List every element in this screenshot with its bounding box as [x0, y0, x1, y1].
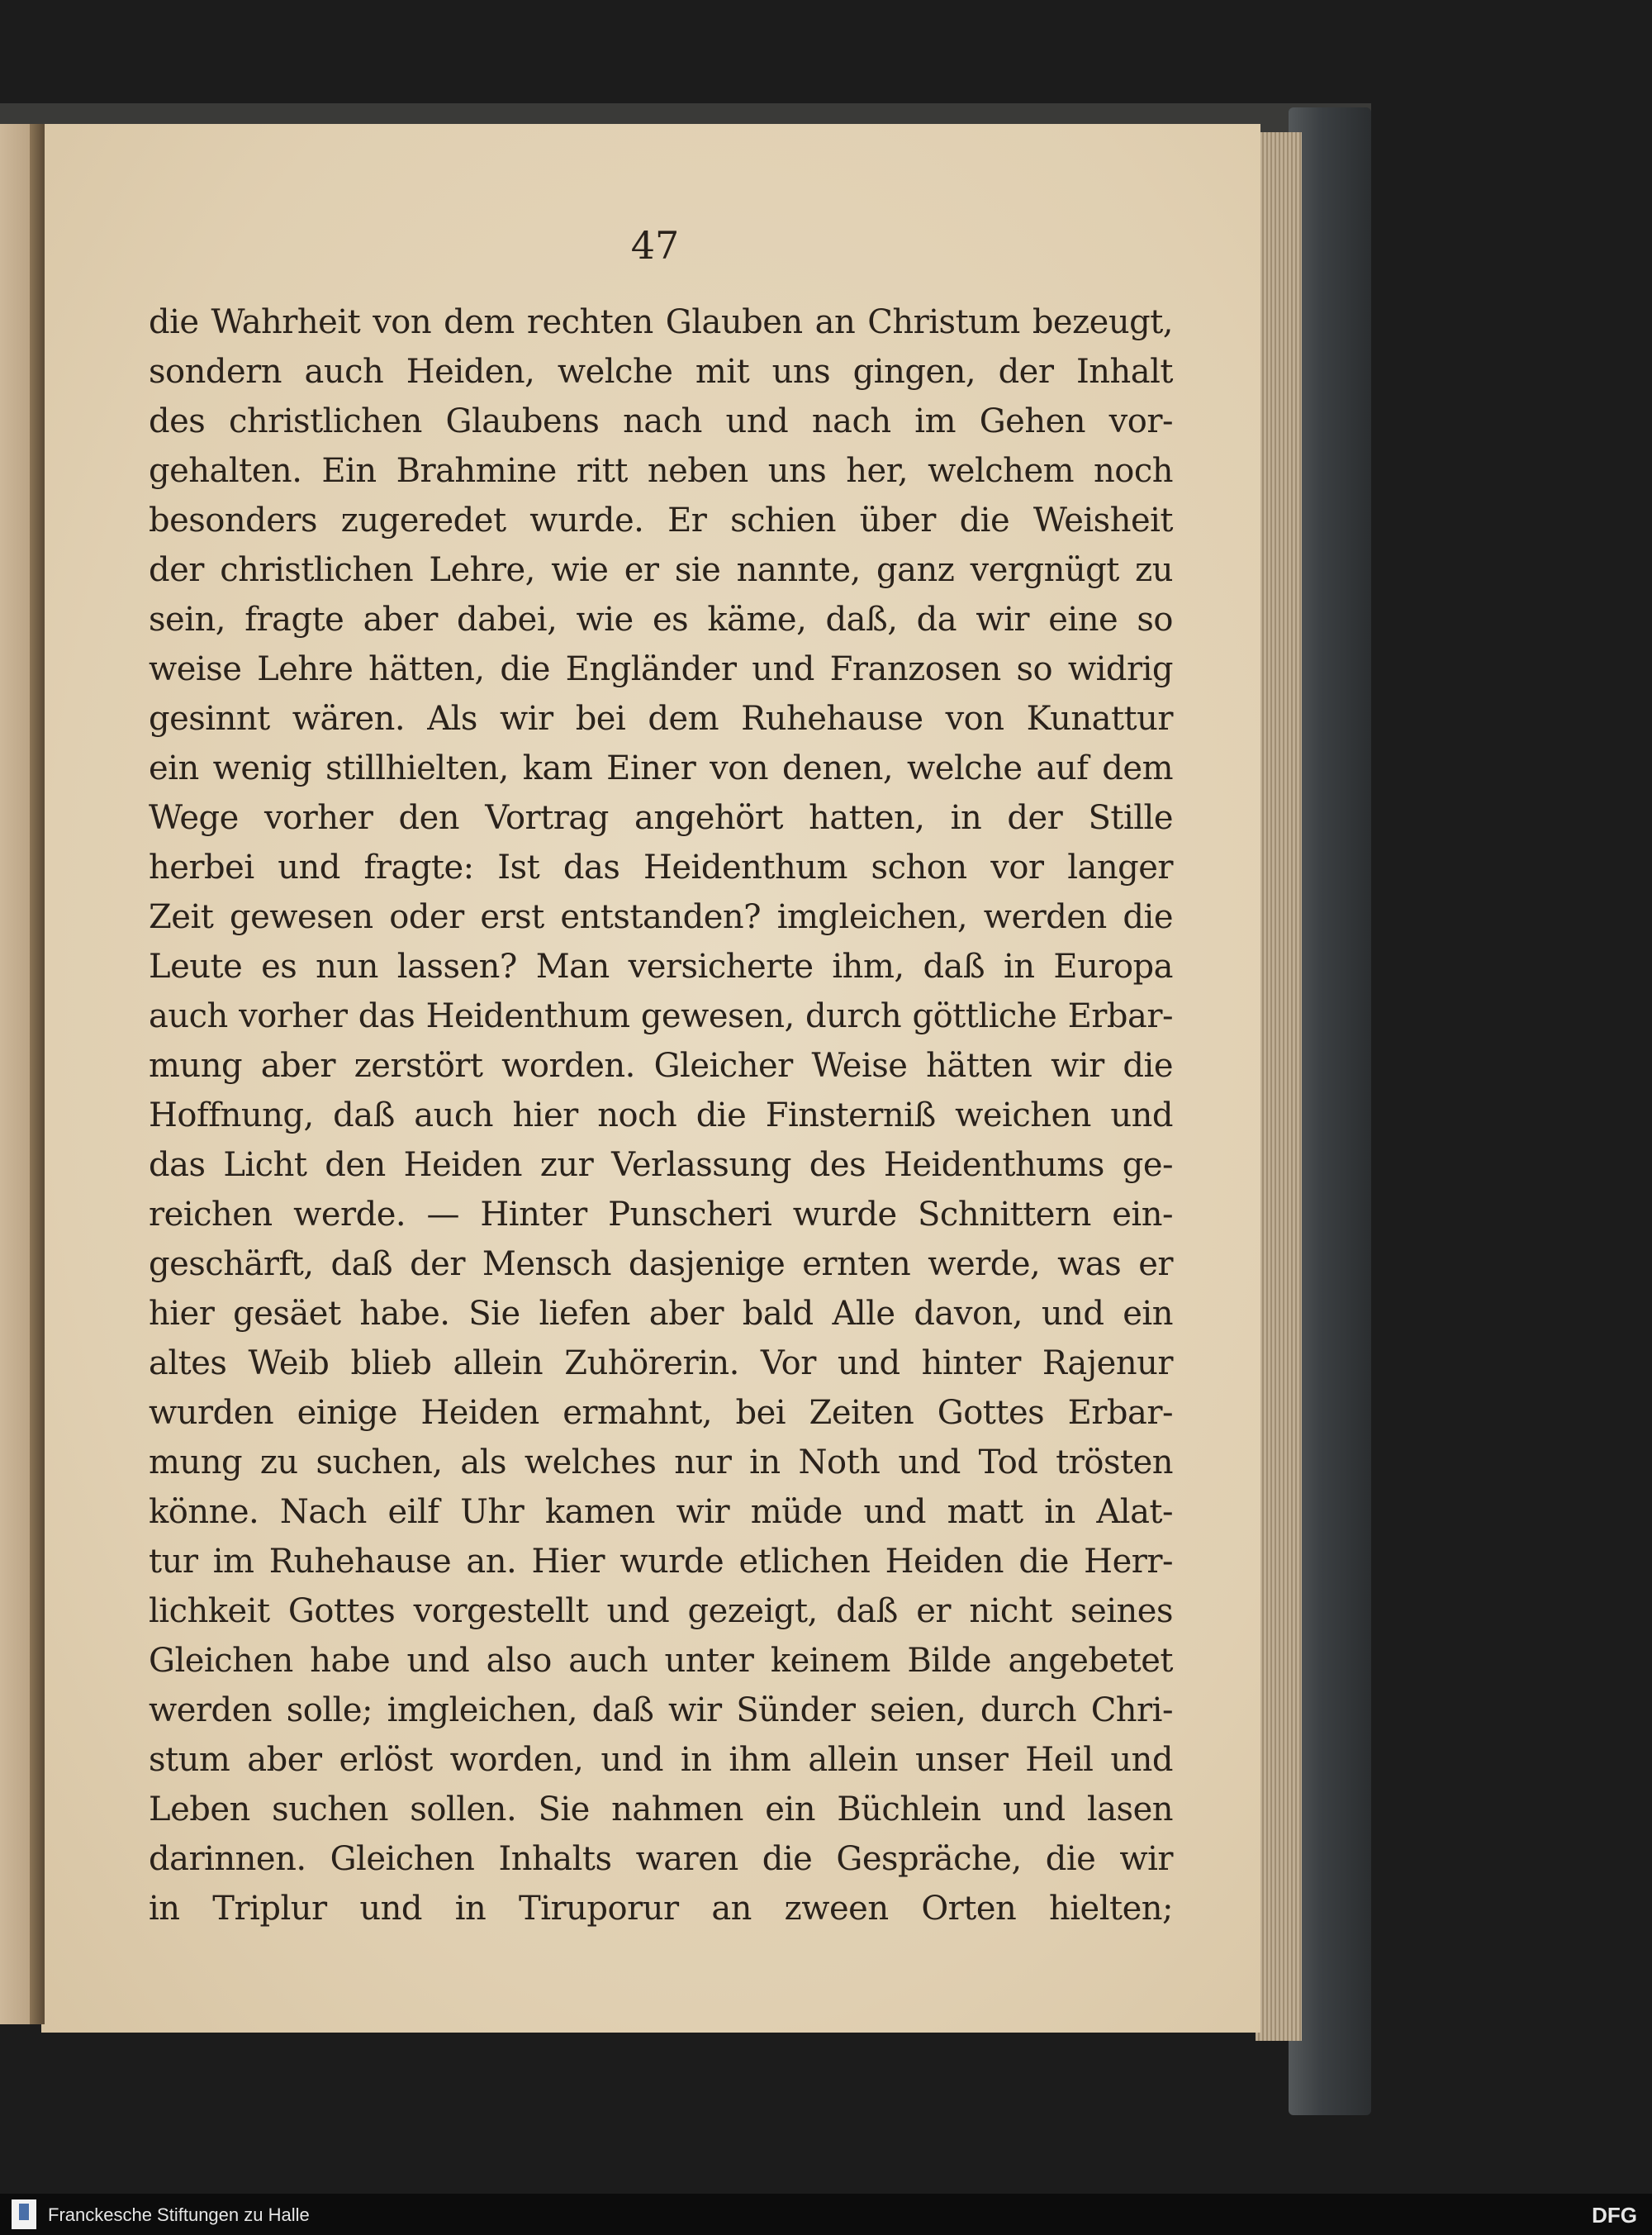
text-line: reichen werde. — Hinter Punscheri wurde Schnittern ein- [149, 1196, 1173, 1234]
text-line: Leute es nun lassen? Man versicherte ihm, daß in Europa [149, 948, 1173, 986]
text-line: sein, fragte aber dabei, wie es käme, daß, da wir eine so [149, 601, 1173, 639]
text-line: sondern auch Heiden, welche mit uns gingen, der Inhalt [149, 353, 1173, 391]
institution-logo-icon[interactable] [12, 2199, 36, 2229]
text-line: besonders zugeredet wurde. Er schien über die Weisheit [149, 502, 1173, 540]
text-line: weise Lehre hätten, die Engländer und Franzosen so widrig [149, 650, 1173, 688]
text-line: mung aber zerstört worden. Gleicher Weise hätten wir die [149, 1047, 1173, 1085]
text-line: der christlichen Lehre, wie er sie nannte, ganz vergnügt zu [149, 551, 1173, 589]
text-line: tur im Ruhehause an. Hier wurde etlichen Heiden die Herr- [149, 1543, 1173, 1581]
dfg-logo[interactable]: DFG [1592, 2203, 1637, 2228]
text-line: Gleichen habe und also auch unter keinem Bilde angebetet [149, 1642, 1173, 1680]
text-line: Leben suchen sollen. Sie nahmen ein Büchlein und lasen [149, 1790, 1173, 1828]
page-number: 47 [630, 223, 680, 268]
text-line: herbei und fragte: Ist das Heidenthum schon vor langer [149, 849, 1173, 887]
text-line: werden solle; imgleichen, daß wir Sünder seien, durch Chri- [149, 1691, 1173, 1729]
gutter-shadow [30, 124, 45, 2024]
text-line: ein wenig stillhielten, kam Einer von denen, welche auf dem [149, 749, 1173, 787]
book-page [41, 124, 1260, 2033]
text-line: Wege vorher den Vortrag angehört hatten, in der Stille [149, 799, 1173, 837]
text-line: altes Weib blieb allein Zuhörerin. Vor und hinter Rajenur [149, 1344, 1173, 1382]
text-line: gehalten. Ein Brahmine ritt neben uns her, welchem noch [149, 452, 1173, 490]
text-line: das Licht den Heiden zur Verlassung des Heidenthums ge- [149, 1146, 1173, 1184]
text-line: mung zu suchen, als welches nur in Noth und Tod trösten [149, 1443, 1173, 1481]
page-stack-edge [1256, 132, 1302, 2041]
institution-name[interactable]: Franckesche Stiftungen zu Halle [48, 2204, 310, 2225]
viewer-footer [0, 2194, 1652, 2235]
text-line: in Triplur und in Tiruporur an zween Orten hielten; [149, 1890, 1173, 1928]
text-line: die Wahrheit von dem rechten Glauben an Christum bezeugt, [149, 303, 1173, 341]
text-line: des christlichen Glaubens nach und nach im Gehen vor- [149, 402, 1173, 440]
text-line: hier gesäet habe. Sie liefen aber bald Alle davon, und ein [149, 1295, 1173, 1333]
text-line: Zeit gewesen oder erst entstanden? imgleichen, werden die [149, 898, 1173, 936]
page-text [149, 297, 1173, 1933]
text-line: gesinnt wären. Als wir bei dem Ruhehause von Kunattur [149, 700, 1173, 738]
text-line: geschärft, daß der Mensch dasjenige ernten werde, was er [149, 1245, 1173, 1283]
text-line: lichkeit Gottes vorgestellt und gezeigt, daß er nicht seines [149, 1592, 1173, 1630]
text-line: könne. Nach eilf Uhr kamen wir müde und matt in Alat- [149, 1493, 1173, 1531]
text-line: wurden einige Heiden ermahnt, bei Zeiten Gottes Erbar- [149, 1394, 1173, 1432]
text-line: auch vorher das Heidenthum gewesen, durch göttliche Erbar- [149, 997, 1173, 1035]
text-line: stum aber erlöst worden, und in ihm allein unser Heil und [149, 1741, 1173, 1779]
text-line: Hoffnung, daß auch hier noch die Finsterniß weichen und [149, 1096, 1173, 1134]
text-line: darinnen. Gleichen Inhalts waren die Gespräche, die wir [149, 1840, 1173, 1878]
